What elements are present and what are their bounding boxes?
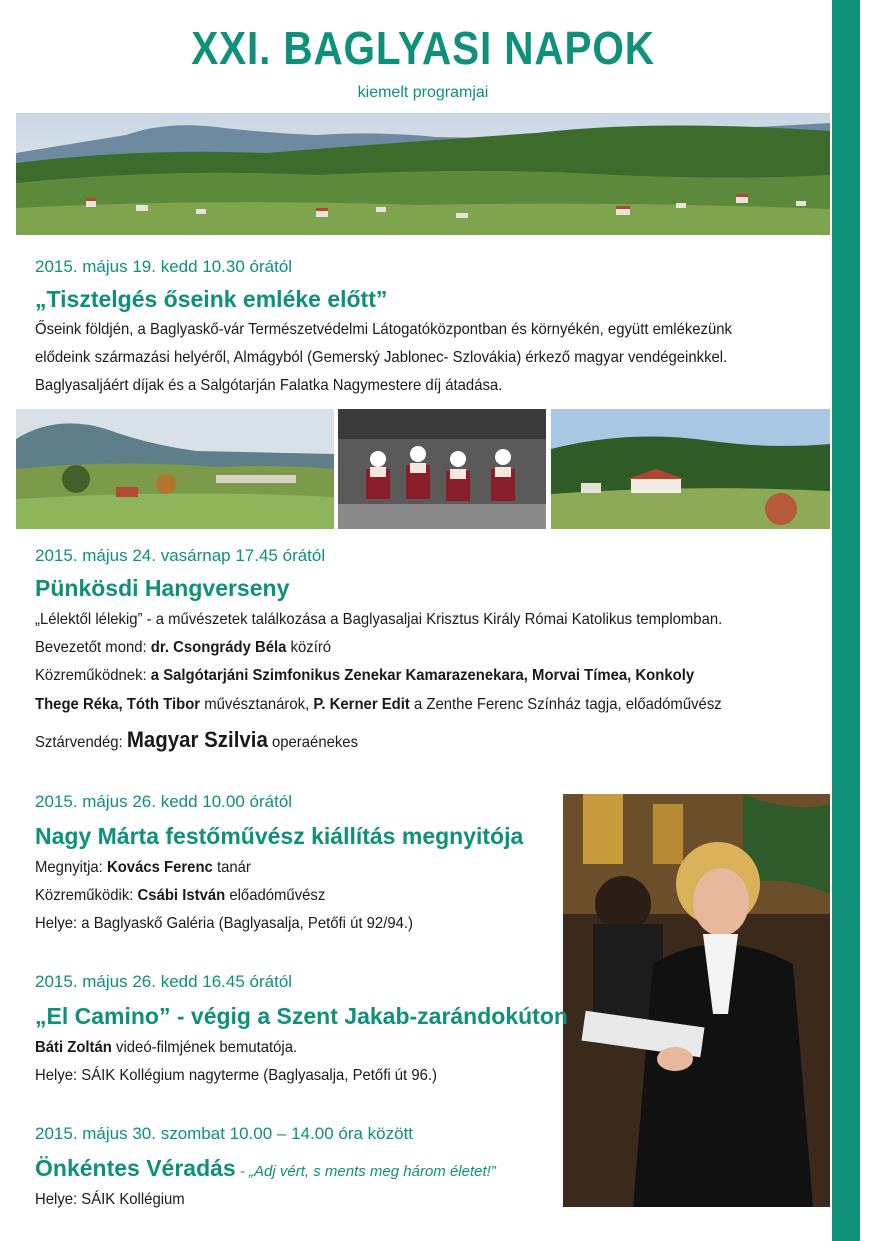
event-date: 2015. május 30. szombat 10.00 – 14.00 óra között [35, 1124, 414, 1143]
role: operaénekes [267, 734, 359, 751]
performer-names: Thege Réka, Tóth Tibor [35, 696, 201, 713]
label: Sztárvendég: [35, 734, 127, 751]
star-name: Magyar Szilvia [126, 727, 268, 752]
event-performers-line [35, 693, 722, 717]
person-name: Kovács Ferenc [106, 859, 213, 876]
event-description-line: „Lélektől lélekig” - a művészetek találkozása a Baglyasaljai Krisztus Király Római Katolikus templomban. [35, 611, 723, 628]
visitor-center-photo [551, 409, 830, 529]
event-contributor-line [35, 884, 325, 908]
event-opener-line [35, 856, 251, 880]
event-performers-line [35, 664, 694, 688]
event-description-line: Baglyasaljáért díjak és a Salgótarján Falatka Nagymestere díj átadása. [35, 377, 503, 394]
label: Bevezetőt mond: [35, 639, 151, 656]
event-place: Helye: SÁIK Kollégium [35, 1191, 185, 1208]
person-name: dr. Csongrády Béla [150, 639, 287, 656]
label: Megnyitja: [35, 859, 107, 876]
page-subtitle: kiemelt programjai [357, 84, 489, 101]
performer-names: a Salgótarjáni Szimfonikus Zenekar Kamarazenekara, Morvai Tímea, Konkoly [150, 667, 695, 684]
event-date: 2015. május 19. kedd 10.30 órától [35, 257, 293, 276]
event-author-line [35, 1036, 297, 1060]
role: közíró [286, 639, 332, 656]
event-description-line: elődeink származási helyéről, Almágyból (Gemerský Jablonec- Szlovákia) érkező magyar vendégeinkkel. [35, 349, 728, 366]
event-place: Helye: SÁIK Kollégium nagyterme (Baglyasalja, Petőfi út 96.) [35, 1067, 437, 1084]
event-date: 2015. május 26. kedd 10.00 órától [35, 792, 293, 811]
accent-sidebar-stripe [832, 0, 860, 1241]
event-title-main: Önkéntes Véradás [35, 1155, 236, 1181]
panorama-photo [16, 113, 830, 235]
role: tanár [212, 859, 251, 876]
event-slogan: - „Adj vért, s ments meg három életet!” [235, 1163, 496, 1180]
page-title: XXI. BAGLYASI NAPOK [191, 22, 655, 74]
landscape-photo [16, 409, 334, 529]
event-date: 2015. május 26. kedd 16.45 órától [35, 972, 293, 991]
event-star-line [35, 728, 358, 755]
event-intro-line [35, 636, 331, 660]
folk-dance-photo [338, 409, 546, 529]
event-description-line: Őseink földjén, a Baglyaskő-vár Természetvédelmi Látogatóközpontban és környékén, együtt emlékezünk [35, 321, 732, 338]
singer-photo [563, 794, 830, 1207]
description: videó-filmjének bemutatója. [111, 1039, 298, 1056]
person-name: Báti Zoltán [35, 1039, 112, 1056]
event-title: „Tisztelgés őseink emléke előtt” [35, 286, 388, 312]
label: Közreműködnek: [35, 667, 151, 684]
event-date: 2015. május 24. vasárnap 17.45 órától [35, 546, 326, 565]
role: előadóművész [225, 887, 326, 904]
label: Közreműködik: [35, 887, 138, 904]
performer-names: P. Kerner Edit [313, 696, 410, 713]
event-title: „El Camino” - végig a Szent Jakab-zarándokúton [35, 1003, 568, 1029]
role: a Zenthe Ferenc Színház tagja, előadóművész [409, 696, 722, 713]
event-title: Nagy Márta festőművész kiállítás megnyitója [35, 823, 524, 849]
event-place: Helye: a Baglyaskő Galéria (Baglyasalja, Petőfi út 92/94.) [35, 915, 413, 932]
event-title [35, 1154, 496, 1186]
person-name: Csábi István [137, 887, 226, 904]
role: művésztanárok, [200, 696, 314, 713]
event-title: Pünkösdi Hangverseny [35, 575, 290, 601]
